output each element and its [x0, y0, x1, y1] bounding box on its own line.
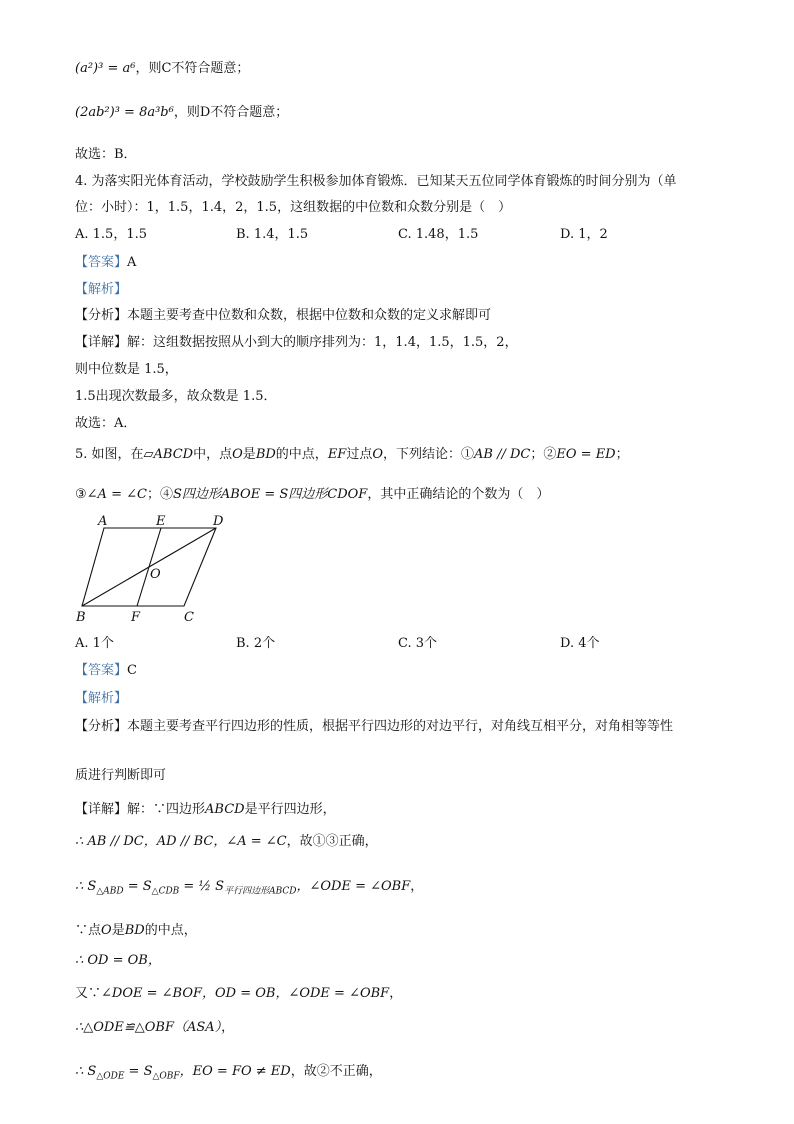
- q5-stem-text: 是: [242, 447, 256, 462]
- q5-detail-8: [75, 1063, 382, 1086]
- detail-math: ∴ AB // DC，AD // BC，∠A = ∠C: [75, 834, 287, 849]
- detail-math: ∴ S: [75, 879, 97, 894]
- detail-math: ，EO = FO ≠ ED: [179, 1064, 291, 1079]
- q5-point-o: O: [372, 447, 384, 462]
- solution-line-d: [75, 104, 288, 122]
- q5-stem-line1: [75, 446, 629, 464]
- q5-option-a: A. 1个: [75, 636, 114, 651]
- q5-statement-4: S四边形ABOE = S四边形CDOF: [172, 487, 368, 502]
- detail-subscript: 平行四边形ABCD: [224, 886, 297, 897]
- answer-label: 【答案】: [75, 255, 128, 270]
- q5-option-b: B. 2个: [236, 636, 276, 651]
- analysis-label: 【解析】: [75, 282, 128, 297]
- q4-option-d: D. 1，2: [560, 227, 608, 242]
- detail-subscript: △ODE: [96, 1071, 125, 1082]
- q5-option-c: C. 3个: [398, 636, 438, 651]
- q5-stem-text: 中，点: [193, 447, 233, 462]
- detail-subscript: △CDB: [151, 886, 180, 897]
- detail-math: ∴△ODE≌△OBF（ASA）: [75, 1020, 222, 1035]
- q5-parallelogram-symbol: ▱ABCD: [143, 447, 194, 462]
- detail-text: 的中点，: [144, 923, 197, 938]
- q5-detail-5: [75, 952, 161, 970]
- label-a: A: [98, 514, 108, 529]
- q5-statement-2: EO = ED: [556, 447, 616, 462]
- detail-text: ，故②不正确，: [290, 1064, 382, 1079]
- detail-math: = S: [123, 879, 152, 894]
- solution-line-c: [75, 60, 249, 78]
- q4-choose: 故选：A．: [75, 416, 137, 431]
- label-b: B: [76, 610, 86, 625]
- detail-math: ，∠ODE = ∠OBF: [296, 879, 411, 894]
- xiangjie-text: 解：这组数据按照从小到大的顺序排列为：1，1.4，1.5，1.5，2，: [127, 335, 518, 350]
- q4-option-b: B. 1.4，1.5: [236, 227, 309, 242]
- detail-math: ∴ OD = OB，: [75, 953, 161, 968]
- detail-math: ∴ S: [75, 1064, 97, 1079]
- q5-fenxi-cont: 质进行判断即可: [75, 768, 167, 783]
- q5-statement-3: ∠A = ∠C: [86, 487, 147, 502]
- detail-text: 是平行四边形，: [244, 802, 336, 817]
- label-e: E: [156, 514, 166, 529]
- q4-option-a: A. 1.5，1.5: [75, 227, 148, 242]
- q5-stem-text: ；④: [146, 487, 173, 502]
- q4-stem-line2: 位：小时）：1，1.5，1.4，2，1.5，这组数据的中位数和众数分别是（ ）: [75, 200, 512, 215]
- detail-math: = ½ S: [179, 879, 225, 894]
- detail-math: O: [101, 923, 112, 938]
- answer-label: 【答案】: [75, 663, 128, 678]
- q5-option-d: D. 4个: [560, 636, 600, 651]
- q4-option-c: C. 1.48，1.5: [398, 227, 479, 242]
- detail-math: ∠DOE = ∠BOF，OD = OB，∠ODE = ∠OBF: [101, 986, 390, 1001]
- q4-median-line: 则中位数是 1.5，: [75, 362, 178, 377]
- label-o: O: [150, 567, 161, 582]
- detail-text: 又∵: [75, 986, 102, 1001]
- fenxi-label: 【分析】: [75, 719, 128, 734]
- q5-answer: [75, 662, 137, 680]
- detail-text: 是: [111, 923, 125, 938]
- q5-detail-6: [75, 985, 402, 1003]
- q5-point-o: O: [232, 447, 243, 462]
- q5-stem-text: ，下列结论：①: [383, 447, 475, 462]
- q5-detail-2: [75, 833, 378, 851]
- q5-stem-text: ；②: [530, 447, 557, 462]
- q5-fenxi: [75, 718, 673, 736]
- q5-detail-7: [75, 1019, 234, 1037]
- fenxi-label: 【分析】: [75, 308, 128, 323]
- q5-detail-1: [75, 801, 336, 819]
- xiangjie-label: 【详解】: [75, 802, 128, 817]
- detail-text: ∵点: [75, 923, 102, 938]
- q5-stem-line2: [75, 486, 549, 504]
- fenxi-text: 本题主要考查平行四边形的性质，根据平行四边形的对边平行，对角线互相平分，对角相等等性: [127, 719, 674, 734]
- answer-value: C: [127, 663, 137, 678]
- detail-math: = S: [124, 1064, 153, 1079]
- detail-text: ，故①③正确，: [286, 834, 378, 849]
- q5-detail-3: [75, 878, 423, 901]
- formula-d: (2ab²)³ = 8a³b⁶: [75, 105, 174, 120]
- q5-stem-text: 过点: [346, 447, 373, 462]
- q5-segment-ef: EF: [327, 447, 347, 462]
- detail-subscript: △ABD: [96, 886, 124, 897]
- q4-mode-line: 1.5出现次数最多，故众数是 1.5．: [75, 389, 277, 404]
- detail-text: 解：∵四边形: [127, 802, 206, 817]
- q5-segment-bd: BD: [255, 447, 276, 462]
- label-c: C: [184, 610, 194, 625]
- detail-math: BD: [124, 923, 145, 938]
- q5-stem-text: ③: [75, 487, 87, 502]
- fenxi-text: 本题主要考查中位数和众数，根据中位数和众数的定义求解即可: [127, 308, 492, 323]
- parallelogram-figure: [72, 512, 252, 627]
- q5-stem-text: ；: [615, 447, 629, 462]
- xiangjie-label: 【详解】: [75, 335, 128, 350]
- q5-statement-1: AB // DC: [474, 447, 531, 462]
- answer-value: A: [127, 255, 137, 270]
- detail-math: ABCD: [205, 802, 245, 817]
- q5-stem-text: ，其中正确结论的个数为（ ）: [367, 487, 550, 502]
- detail-text: ，: [221, 1020, 235, 1035]
- label-d: D: [213, 514, 224, 529]
- prev-choose: 故选：B．: [75, 147, 137, 162]
- q5-detail-4: [75, 922, 197, 940]
- detail-text: ，: [410, 879, 424, 894]
- q5-analysis-label: [75, 690, 127, 708]
- text-c: ，则C不符合题意；: [135, 61, 250, 76]
- q4-fenxi: [75, 307, 491, 325]
- q4-xiangjie: [75, 334, 518, 352]
- text-d: ，则D不符合题意；: [173, 105, 289, 120]
- q5-stem-text: 的中点，: [275, 447, 328, 462]
- detail-text: ，: [389, 986, 403, 1001]
- formula-c: (a²)³ = a⁶: [75, 61, 136, 76]
- q4-answer: [75, 254, 136, 272]
- q4-stem-line1: 4. 为落实阳光体育活动，学校鼓励学生积极参加体育锻炼．已知某天五位同学体育锻炼的时间分别为（单: [75, 174, 677, 189]
- analysis-label: 【解析】: [75, 691, 128, 706]
- q4-analysis-label: [75, 281, 127, 299]
- q5-stem-text: 5. 如图，在: [75, 447, 144, 462]
- detail-subscript: △OBF: [152, 1071, 180, 1082]
- label-f: F: [131, 610, 141, 625]
